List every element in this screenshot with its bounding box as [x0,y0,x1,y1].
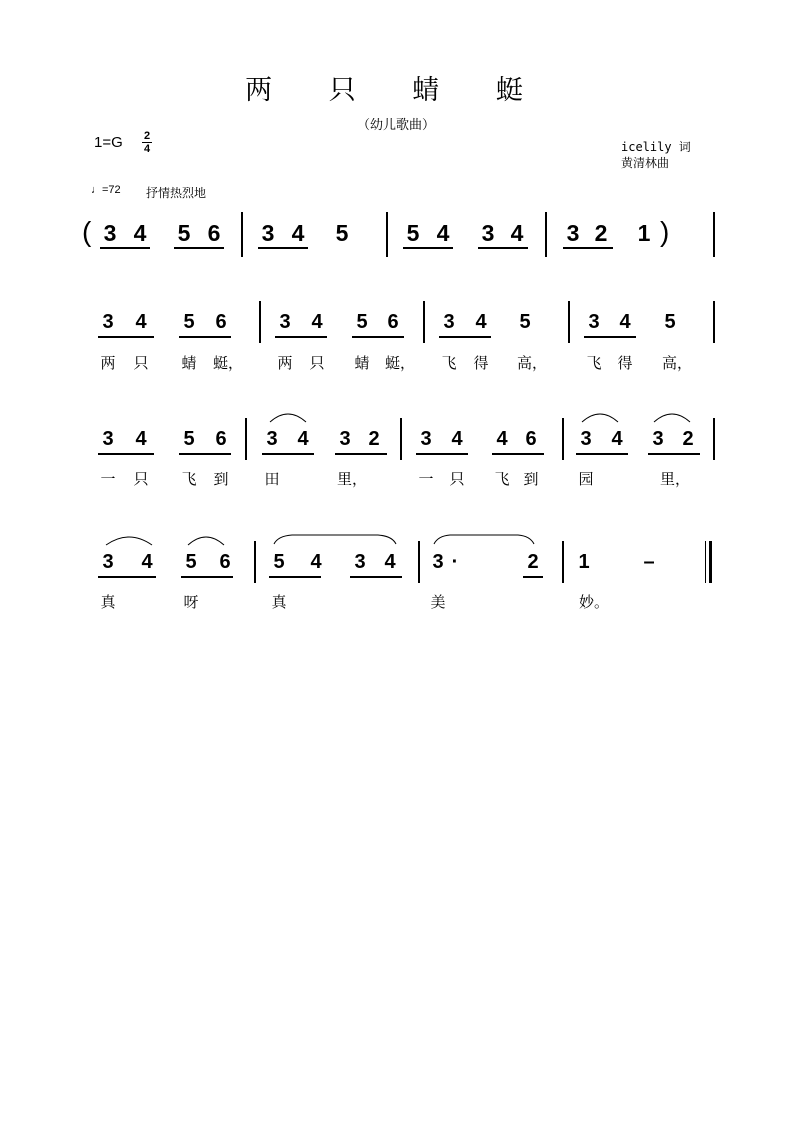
lyric: 只 [133,470,149,488]
lyric: 只 [449,470,465,488]
lyric: 只 [309,354,325,372]
composer-credit: 黄清林曲 [621,156,670,170]
note: 3 [588,311,600,333]
lyric: 得 [473,354,489,372]
slur [186,533,226,547]
lyric: 园 [578,470,594,488]
lyric: 真 [100,593,116,611]
note: 3 [354,551,366,573]
note: 4 [141,551,153,573]
lyric: 美 [430,593,446,611]
note: 5 [406,220,420,246]
note: 3 [102,551,114,573]
note: 4 [611,428,623,450]
eighth-underline [648,453,700,455]
barline [562,541,564,583]
lyric: 到 [213,470,229,488]
eighth-underline [275,336,327,338]
lyric: 两 [277,354,293,372]
note: 6 [207,220,221,246]
note: 4 [384,551,396,573]
slur [104,533,154,547]
barline [245,418,247,460]
note: 4 [133,220,147,246]
note: 5 [183,428,195,450]
lyric: 蜻 [181,354,197,372]
note: 5 [177,220,191,246]
eighth-underline [335,453,387,455]
note: 3 [432,551,444,573]
eighth-underline [98,576,156,578]
note: 4 [510,220,524,246]
lyric: 到 [523,470,539,488]
barline [713,418,715,460]
barline [713,301,715,343]
slur [432,530,536,546]
barline [400,418,402,460]
slur [580,410,620,424]
time-signature [140,130,154,155]
note: 3 [339,428,351,450]
note: 3 [481,220,495,246]
note: 2 [527,551,539,573]
lyric: 蜻 [354,354,370,372]
eighth-underline [179,336,231,338]
barline [259,301,261,343]
note: 3 [420,428,432,450]
note: 2 [682,428,694,450]
barline [423,301,425,343]
note: 5 [356,311,368,333]
barline [254,541,256,583]
time-signature-top: 2 [143,130,151,142]
lyric: 一 [100,470,116,488]
lyric: 高， [662,354,693,372]
eighth-underline [584,336,636,338]
eighth-underline [576,453,628,455]
lyric: 妙。 [579,593,610,611]
barline [568,301,570,343]
lyric: 田 [264,470,280,488]
note: 3 [566,220,580,246]
eighth-underline [100,247,150,249]
note: 3 [266,428,278,450]
note: 5 [183,311,195,333]
note: 4 [475,311,487,333]
eighth-underline [416,453,468,455]
final-barline-thin [705,541,706,583]
note: 3 [103,220,117,246]
eighth-underline [262,453,314,455]
note: 6 [215,311,227,333]
note: 3 [652,428,664,450]
barline [713,212,715,257]
key-signature: 1=G [94,134,123,151]
eighth-underline [523,576,543,578]
slur [652,410,692,424]
note: 3 [279,311,291,333]
lyric: 飞 [586,354,602,372]
note: 6 [387,311,399,333]
eighth-underline [179,453,231,455]
lyric: 飞 [181,470,197,488]
song-title: 两 只 蜻 蜓 [245,75,547,106]
lyric: 蜓， [385,354,416,372]
lyric: 真 [271,593,287,611]
note: 1 [637,220,651,246]
lyric: 里， [660,470,691,488]
note: 2 [368,428,380,450]
tempo-marking: ♩=72 [91,184,121,196]
note: 3 [443,311,455,333]
eighth-underline [403,247,453,249]
note: 5 [664,311,676,333]
lyricist-credit: icelily 词 [621,140,691,154]
note: 3 [580,428,592,450]
dash: – [643,551,655,573]
note: 4 [496,428,508,450]
final-barline-thick [709,541,712,583]
note: 5 [335,220,349,246]
note: 4 [310,551,322,573]
note: 4 [297,428,309,450]
note: 4 [135,311,147,333]
note: 1 [578,551,590,573]
lyric: 呀 [183,593,199,611]
note: 3 [102,428,114,450]
lyric: 高， [517,354,548,372]
note: 5 [273,551,285,573]
note: 4 [311,311,323,333]
lyric: 得 [617,354,633,372]
eighth-underline [258,247,308,249]
eighth-underline [181,576,233,578]
note: 6 [215,428,227,450]
eighth-underline [98,336,154,338]
note: 6 [525,428,537,450]
lyric: 一 [418,470,434,488]
barline [418,541,420,583]
lyric: 飞 [441,354,457,372]
barline [562,418,564,460]
note: 4 [436,220,450,246]
expression-marking: 抒情热烈地 [146,186,207,200]
eighth-underline [98,453,154,455]
note: 6 [219,551,231,573]
note: 2 [594,220,608,246]
lyric: 只 [133,354,149,372]
eighth-underline [352,336,404,338]
lyric: 飞 [494,470,510,488]
barline [241,212,243,257]
slur [272,530,398,546]
note: 5 [519,311,531,333]
dot: · [451,551,459,573]
eighth-underline [350,576,402,578]
note: 5 [185,551,197,573]
eighth-underline [269,576,321,578]
time-signature-bottom: 4 [143,143,151,155]
eighth-underline [478,247,528,249]
eighth-underline [174,247,224,249]
note: 4 [619,311,631,333]
intro-close-paren: ) [660,216,670,247]
note: 3 [102,311,114,333]
eighth-underline [492,453,544,455]
barline [386,212,388,257]
note: 4 [451,428,463,450]
lyric: 蜓， [213,354,244,372]
barline [545,212,547,257]
lyric: 里， [337,470,368,488]
intro-open-paren: ( [82,216,92,247]
note: 4 [291,220,305,246]
slur [268,410,308,424]
note: 4 [135,428,147,450]
lyric: 两 [100,354,116,372]
song-subtitle: （幼儿歌曲） [356,118,435,133]
note: 3 [261,220,275,246]
eighth-underline [563,247,613,249]
eighth-underline [439,336,491,338]
